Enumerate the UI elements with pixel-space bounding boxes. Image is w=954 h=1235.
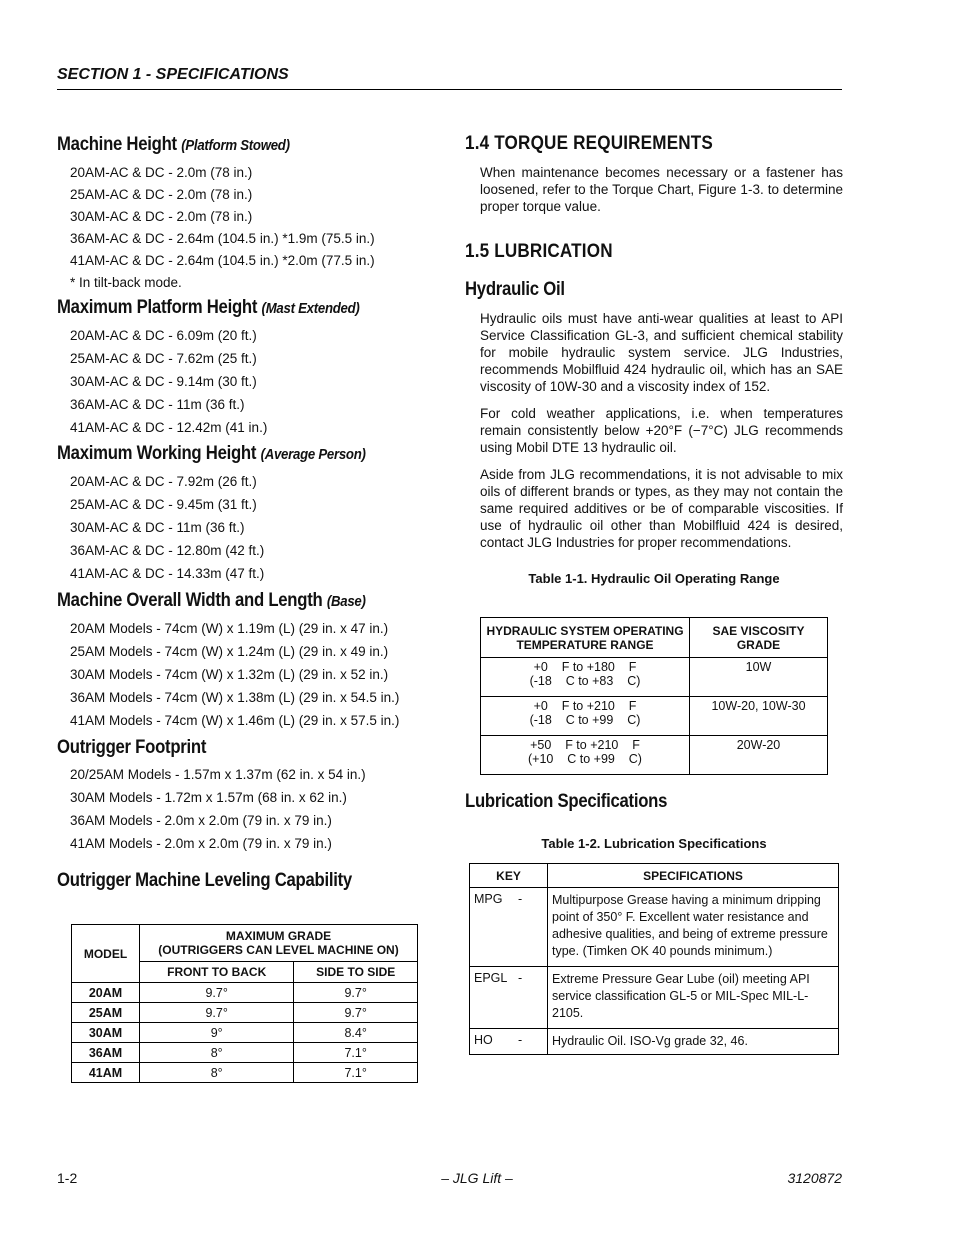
outrigger-footprint-list — [57, 763, 422, 855]
list-item: 20AM-AC & DC - 2.0m (78 in.) — [70, 165, 253, 180]
list-item: 25AM Models - 74cm (W) x 1.24m (L) (29 in. x 49 in.) — [70, 644, 389, 659]
list-item: 36AM-AC & DC - 12.80m (42 ft.) — [70, 543, 265, 558]
list-item: 20/25AM Models - 1.57m x 1.37m (62 in. x 54 in.) — [70, 767, 366, 782]
list-item: 30AM-AC & DC - 2.0m (78 in.) — [70, 209, 253, 224]
range-f: +0 F to +210 F — [533, 699, 637, 713]
header-line: TEMPERATURE RANGE — [516, 637, 654, 652]
hydraulic-oil-paragraph-1: Hydraulic oils must have anti-wear qualities at least to API Service Classification GL-3, and sufficient chemical stability for mobile hydraulic system service. JLG Industries, recommends Mobilfluid 424 hydraulic oil, which has an SAE viscosity of 10W-30 and a viscosity index of 152. — [480, 311, 843, 394]
heading-text: Machine Overall Width and Length — [57, 590, 323, 611]
section-title: SECTION 1 - SPECIFICATIONS — [57, 66, 289, 83]
range-c: (-18 C to +83 C) — [529, 674, 641, 688]
list-item: 41AM-AC & DC - 2.64m (104.5 in.) *2.0m (77.5 in.) — [70, 253, 375, 268]
machine-height-list — [57, 162, 422, 294]
table-row — [481, 736, 828, 775]
header-divider — [57, 89, 842, 90]
left-column — [57, 133, 422, 893]
table-row — [72, 983, 418, 1003]
key-cell — [470, 967, 548, 1029]
spec-cell: Multipurpose Grease having a minimum dripping point of 350° F. Excellent water resistance and adhesive qualities, and being of extreme pressure type. (Timken OK 40 pounds minimum.) — [548, 888, 839, 967]
list-item: 20AM Models - 74cm (W) x 1.19m (L) (29 in. x 47 in.) — [70, 621, 389, 636]
side-cell: 7.1° — [294, 1063, 418, 1083]
table-row — [481, 658, 828, 697]
key-dash: - — [518, 971, 523, 985]
list-item: 20AM-AC & DC - 7.92m (26 ft.) — [70, 474, 257, 489]
torque-paragraph: When maintenance becomes necessary or a fastener has loosened, refer to the Torque Chart, Figure 1-3. to determine proper torque value. — [480, 165, 843, 214]
lubrication-table — [469, 863, 839, 1055]
right-column — [465, 133, 843, 586]
col-header-max-grade — [140, 925, 418, 962]
list-item: 36AM-AC & DC - 11m (36 ft.) — [70, 397, 245, 412]
heading-subtitle: (Average Person) — [260, 446, 366, 463]
col-header-sae-grade — [690, 618, 828, 658]
model-cell: 20AM — [72, 983, 140, 1003]
range-cell — [481, 658, 690, 697]
range-c: (+10 C to +99 C) — [528, 752, 642, 766]
list-item: 30AM Models - 74cm (W) x 1.32m (L) (29 in. x 52 in.) — [70, 667, 389, 682]
hydraulic-oil-table — [480, 617, 828, 775]
heading-text: Machine Height — [57, 134, 177, 155]
lube-table-caption: Table 1-2. Lubrication Specifications — [541, 836, 767, 851]
max-working-height-heading — [57, 442, 378, 467]
range-cell — [481, 736, 690, 775]
model-cell: 25AM — [72, 1003, 140, 1023]
spec-cell: Hydraulic Oil. ISO-Vg grade 32, 46. — [548, 1029, 839, 1055]
range-f: +50 F to +210 F — [530, 738, 640, 752]
page-number: 1-2 — [57, 1170, 78, 1186]
model-cell: 30AM — [72, 1023, 140, 1043]
grade-cell: 10W — [690, 658, 828, 697]
table-row — [72, 1023, 418, 1043]
side-cell: 7.1° — [294, 1043, 418, 1063]
machine-height-heading — [57, 133, 378, 158]
list-item: 20AM-AC & DC - 6.09m (20 ft.) — [70, 328, 257, 343]
table-row — [470, 888, 839, 967]
key-dash: - — [518, 892, 523, 906]
model-cell: 41AM — [72, 1063, 140, 1083]
front-cell: 9.7° — [140, 983, 294, 1003]
side-cell: 8.4° — [294, 1023, 418, 1043]
heading-subtitle: (Base) — [326, 593, 366, 610]
heading-text: Outrigger Machine Leveling Capability — [57, 870, 352, 891]
list-item: 41AM Models - 2.0m x 2.0m (79 in. x 79 in.) — [70, 836, 332, 851]
range-cell — [481, 697, 690, 736]
list-item: 36AM Models - 74cm (W) x 1.38m (L) (29 in. x 54.5 in.) — [70, 690, 400, 705]
list-item: 25AM-AC & DC - 2.0m (78 in.) — [70, 187, 253, 202]
lube-specs-heading: Lubrication Specifications — [465, 791, 668, 812]
footer-center: – JLG Lift – — [441, 1170, 513, 1186]
col-header-specifications: SPECIFICATIONS — [548, 864, 839, 888]
table-row — [72, 1003, 418, 1023]
grade-cell: 10W-20, 10W-30 — [690, 697, 828, 736]
max-platform-height-heading — [57, 296, 378, 321]
hydraulic-oil-heading: Hydraulic Oil — [465, 279, 565, 300]
outrigger-footprint-heading — [57, 736, 378, 760]
front-cell: 9° — [140, 1023, 294, 1043]
list-item: 25AM-AC & DC - 7.62m (25 ft.) — [70, 351, 257, 366]
header-line: (OUTRIGGERS CAN LEVEL MACHINE ON) — [158, 943, 399, 957]
table-row — [470, 967, 839, 1029]
header-line: GRADE — [736, 637, 781, 652]
list-item: 30AM-AC & DC - 11m (36 ft.) — [70, 520, 245, 535]
heading-text: Outrigger Footprint — [57, 737, 207, 758]
col-header-key: KEY — [470, 864, 548, 888]
oil-table-caption: Table 1-1. Hydraulic Oil Operating Range — [528, 571, 780, 586]
list-item: 30AM-AC & DC - 9.14m (30 ft.) — [70, 374, 257, 389]
side-cell: 9.7° — [294, 983, 418, 1003]
col-header-front-to-back: FRONT TO BACK — [140, 962, 294, 983]
front-cell: 9.7° — [140, 1003, 294, 1023]
list-item: 25AM-AC & DC - 9.45m (31 ft.) — [70, 497, 257, 512]
max-working-height-list — [57, 470, 422, 585]
key-cell — [470, 888, 548, 967]
document-number: 3120872 — [787, 1170, 842, 1186]
heading-text: Maximum Working Height — [57, 443, 257, 464]
torque-heading: 1.4 TORQUE REQUIREMENTS — [465, 133, 714, 154]
header-line: HYDRAULIC SYSTEM OPERATING — [486, 623, 684, 638]
table-row — [470, 1029, 839, 1055]
header-line: SAE VISCOSITY — [712, 623, 805, 638]
side-cell: 9.7° — [294, 1003, 418, 1023]
hydraulic-oil-paragraph-2: For cold weather applications, i.e. when temperatures remain consistently below +20°F (−7°C) JLG recommends using Mobil DTE 13 hydraulic oil. — [480, 406, 843, 455]
col-header-side-to-side: SIDE TO SIDE — [294, 962, 418, 983]
front-cell: 8° — [140, 1063, 294, 1083]
hydraulic-oil-paragraph-3: Aside from JLG recommendations, it is not advisable to mix oils of different brands or types, as they may not contain the same required additives or be of comparable viscosities. If use of hydraulic oil other than Mobilfluid 424 is desired, contact JLG Industries for proper recommendations. — [480, 467, 843, 550]
overall-width-length-list — [57, 617, 422, 732]
list-item: 36AM Models - 2.0m x 2.0m (79 in. x 79 in.) — [70, 813, 332, 828]
key-text: MPG — [474, 892, 503, 906]
list-item: 41AM-AC & DC - 14.33m (47 ft.) — [70, 566, 265, 581]
key-text: EPGL — [474, 971, 508, 985]
leveling-capability-heading — [57, 869, 378, 893]
grade-cell: 20W-20 — [690, 736, 828, 775]
key-text: HO — [474, 1033, 493, 1047]
overall-width-length-heading — [57, 589, 378, 614]
front-cell: 8° — [140, 1043, 294, 1063]
key-dash: - — [518, 1033, 523, 1047]
header-line: MAXIMUM GRADE — [225, 929, 332, 943]
col-header-temp-range — [481, 618, 690, 658]
table-row — [72, 1043, 418, 1063]
range-c: (-18 C to +99 C) — [529, 713, 641, 727]
leveling-table — [71, 924, 418, 1083]
max-platform-height-list — [57, 324, 422, 439]
list-item: * In tilt-back mode. — [70, 275, 182, 290]
model-cell: 36AM — [72, 1043, 140, 1063]
range-f: +0 F to +180 F — [533, 660, 637, 674]
list-item: 41AM-AC & DC - 12.42m (41 in.) — [70, 420, 268, 435]
list-item: 30AM Models - 1.72m x 1.57m (68 in. x 62 in.) — [70, 790, 347, 805]
table-row — [481, 697, 828, 736]
heading-subtitle: (Platform Stowed) — [181, 137, 290, 154]
list-item: 41AM Models - 74cm (W) x 1.46m (L) (29 in. x 57.5 in.) — [70, 713, 400, 728]
col-header-model: MODEL — [72, 925, 140, 983]
key-cell — [470, 1029, 548, 1055]
lubrication-heading: 1.5 LUBRICATION — [465, 241, 613, 262]
heading-text: Maximum Platform Height — [57, 297, 258, 318]
table-row — [72, 1063, 418, 1083]
list-item: 36AM-AC & DC - 2.64m (104.5 in.) *1.9m (75.5 in.) — [70, 231, 375, 246]
spec-cell: Extreme Pressure Gear Lube (oil) meeting API service classification GL-5 or MIL-Spec MIL-L-2105. — [548, 967, 839, 1029]
heading-subtitle: (Mast Extended) — [261, 300, 360, 317]
